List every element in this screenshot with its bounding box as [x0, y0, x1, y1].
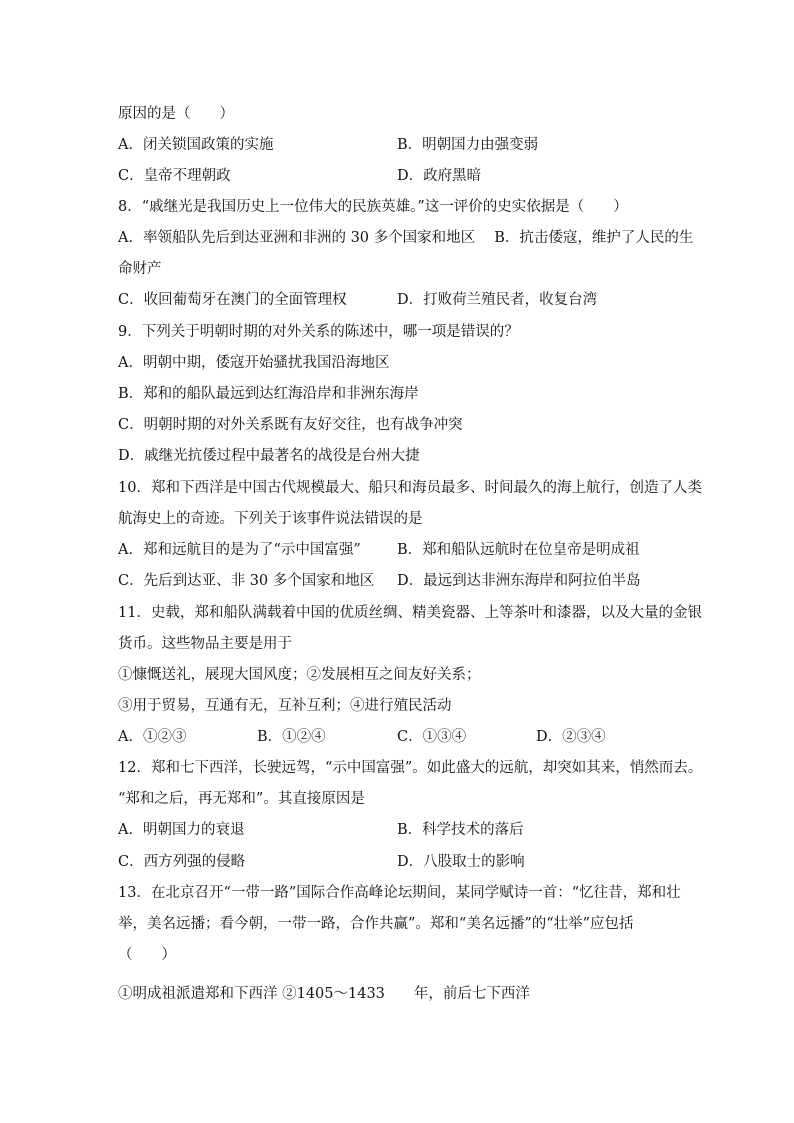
q11-option-a: A．①②③	[118, 729, 187, 745]
q12-option-d: D．八股取士的影响	[397, 854, 525, 870]
question-10-stem-continuation: 航海史上的奇迹。下列关于该事件说法错误的是	[118, 511, 423, 527]
q8-option-d: D．打败荷兰殖民者，收复台湾	[397, 292, 598, 308]
q12-option-c: C．西方列强的侵略	[118, 854, 246, 870]
q9-option-a: A．明朝中期，倭寇开始骚扰我国沿海地区	[118, 355, 390, 371]
q8-option-b-continuation: 命财产	[118, 261, 162, 277]
question-13-stem: 13．在北京召开“一带一路”国际合作高峰论坛期间，某同学赋诗一首：“忆往昔，郑和壮	[118, 885, 681, 901]
q11-option-b: B．①②④	[257, 729, 326, 745]
q12-option-b: B．科学技术的落后	[397, 822, 524, 838]
q10-option-b: B．郑和船队远航时在位皇帝是明成祖	[397, 542, 640, 558]
question-7-stem-continuation: 原因的是（ ）	[118, 106, 234, 122]
q13-statements-1-2: ①明成祖派遣郑和下西洋 ②1405～1433 年，前后七下西洋	[118, 986, 530, 1002]
question-12-stem-continuation: “郑和之后，再无郑和”。其直接原因是	[118, 791, 365, 807]
q7-option-c: C．皇帝不理朝政	[118, 168, 231, 184]
question-13-stem-continuation: 举，美名远播；看今朝，一带一路，合作共赢”。郑和“美名远播”的“壮举”应包括	[118, 916, 634, 932]
q10-option-c: C．先后到达亚、非 30 多个国家和地区	[118, 573, 375, 589]
q8-options-a-b: A．率领船队先后到达亚洲和非洲的 30 多个国家和地区 B．抗击倭寇，维护了人民的生	[118, 230, 694, 246]
q10-option-d: D．最远到达非洲东海岸和阿拉伯半岛	[397, 573, 641, 589]
q12-option-a: A．明朝国力的衰退	[118, 822, 245, 838]
q7-option-d: D．政府黑暗	[397, 168, 482, 184]
q13-answer-bracket: （ ）	[118, 947, 176, 963]
q11-option-c: C．①③④	[397, 729, 467, 745]
q11-statements-1-2: ①慷慨送礼，展现大国风度；②发展相互之间友好关系；	[118, 667, 481, 683]
q9-option-c: C．明朝时期的对外关系既有友好交往，也有战争冲突	[118, 417, 463, 433]
question-12-stem: 12．郑和七下西洋，长驶远驾，“示中国富强”。如此盛大的远航，却突如其来，悄然而去。	[118, 760, 703, 776]
q9-option-d: D．戚继光抗倭过程中最著名的战役是台州大捷	[118, 448, 420, 464]
q11-statements-3-4: ③用于贸易，互通有无，互补互利；④进行殖民活动	[118, 698, 452, 714]
question-9-stem: 9．下列关于明朝时期的对外关系的陈述中，哪一项是错误的？	[118, 324, 519, 340]
q7-option-a: A．闭关锁国政策的实施	[118, 137, 274, 153]
q8-option-c: C．收回葡萄牙在澳门的全面管理权	[118, 292, 347, 308]
q11-option-d: D．②③④	[536, 729, 606, 745]
question-11-stem: 11．史载，郑和船队满载着中国的优质丝绸、精美瓷器、上等茶叶和漆器，以及大量的金银	[118, 605, 702, 621]
question-11-stem-continuation: 货币。这些物品主要是用于	[118, 636, 292, 652]
q9-option-b: B．郑和的船队最远到达红海沿岸和非洲东海岸	[118, 386, 419, 402]
question-10-stem: 10．郑和下西洋是中国古代规模最大、船只和海员最多、时间最久的海上航行，创造了人类	[118, 480, 702, 496]
question-8-stem: 8．“戚继光是我国历史上一位伟大的民族英雄。”这一评价的史实依据是（ ）	[118, 199, 628, 215]
q7-option-b: B．明朝国力由强变弱	[397, 137, 539, 153]
q10-option-a: A．郑和远航目的是为了“示中国富强”	[118, 542, 361, 558]
